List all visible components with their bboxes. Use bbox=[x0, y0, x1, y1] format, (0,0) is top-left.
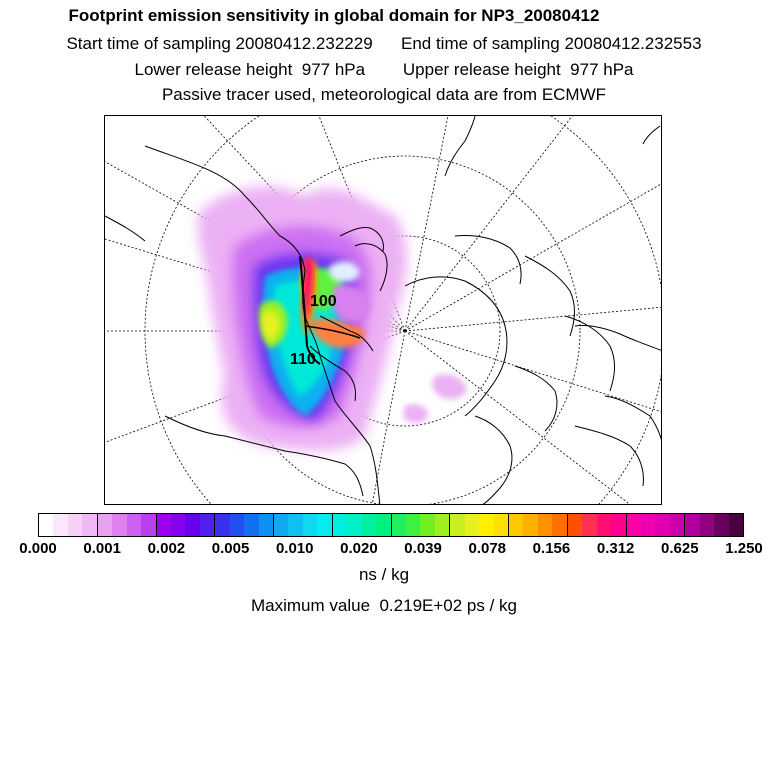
colorbar-swatch bbox=[597, 514, 611, 536]
colorbar-swatch bbox=[523, 514, 537, 536]
colorbar-swatch bbox=[700, 514, 714, 536]
colorbar-tick-label: 0.010 bbox=[275, 540, 314, 557]
colorbar-swatch bbox=[53, 514, 67, 536]
colorbar-swatch bbox=[568, 514, 582, 536]
colorbar-swatch bbox=[274, 514, 288, 536]
release-height-line: Lower release height 977 hPa Upper release height 977 hPa bbox=[134, 60, 634, 79]
tracer-info-line: Passive tracer used, meteorological data are from ECMWF bbox=[161, 85, 607, 104]
maximum-value-label: Maximum value 0.219E+02 ps / kg bbox=[251, 596, 517, 615]
colorbar bbox=[38, 513, 744, 537]
colorbar-swatch bbox=[200, 514, 215, 536]
colorbar-swatch bbox=[215, 514, 229, 536]
colorbar-tick-label: 0.020 bbox=[340, 540, 378, 557]
colorbar-swatch bbox=[68, 514, 82, 536]
contour-label-lower: 110 bbox=[290, 351, 316, 368]
colorbar-swatch bbox=[392, 514, 406, 536]
colorbar-swatch bbox=[627, 514, 641, 536]
colorbar-swatch bbox=[98, 514, 112, 536]
colorbar-swatch bbox=[230, 514, 244, 536]
colorbar-swatch bbox=[303, 514, 317, 536]
colorbar-swatch bbox=[185, 514, 199, 536]
colorbar-swatch bbox=[435, 514, 450, 536]
colorbar-swatch bbox=[611, 514, 626, 536]
sampling-time-line: Start time of sampling 20080412.232229 End time of sampling 20080412.232553 bbox=[66, 34, 702, 53]
colorbar-swatch bbox=[112, 514, 126, 536]
colorbar-swatch bbox=[465, 514, 479, 536]
colorbar-unit-label: ns / kg bbox=[358, 565, 410, 584]
colorbar-swatch bbox=[157, 514, 171, 536]
colorbar-swatch bbox=[420, 514, 434, 536]
colorbar-swatch bbox=[494, 514, 509, 536]
colorbar-swatch bbox=[376, 514, 391, 536]
footprint-map bbox=[104, 115, 662, 505]
colorbar-tick-label: 0.625 bbox=[661, 540, 699, 557]
colorbar-tick-label: 0.312 bbox=[596, 540, 635, 557]
colorbar-swatch bbox=[39, 514, 53, 536]
colorbar-tick-label: 0.001 bbox=[83, 540, 121, 557]
colorbar-swatch bbox=[347, 514, 361, 536]
colorbar-swatch bbox=[641, 514, 655, 536]
colorbar-swatch bbox=[509, 514, 523, 536]
colorbar-swatch bbox=[582, 514, 596, 536]
colorbar-tick-label: 0.156 bbox=[532, 540, 571, 557]
colorbar-swatch bbox=[82, 514, 97, 536]
colorbar-swatch bbox=[670, 514, 685, 536]
colorbar-swatch bbox=[244, 514, 258, 536]
colorbar-swatch bbox=[317, 514, 332, 536]
colorbar-tick-label: 0.078 bbox=[468, 540, 507, 557]
map-canvas bbox=[105, 116, 662, 505]
colorbar-swatch bbox=[406, 514, 420, 536]
colorbar-swatch bbox=[127, 514, 141, 536]
colorbar-swatch bbox=[655, 514, 669, 536]
colorbar-swatch bbox=[450, 514, 464, 536]
colorbar-swatch bbox=[685, 514, 699, 536]
colorbar-swatch bbox=[362, 514, 376, 536]
plot-title: Footprint emission sensitivity in global domain for NP3_20080412 bbox=[68, 6, 600, 25]
colorbar-swatch bbox=[538, 514, 552, 536]
colorbar-tick-label: 0.002 bbox=[147, 540, 186, 557]
colorbar-swatch bbox=[259, 514, 274, 536]
colorbar-tick-label: 0.039 bbox=[404, 540, 442, 557]
colorbar-tick-label: 1.250 bbox=[725, 540, 763, 557]
colorbar-swatch bbox=[333, 514, 347, 536]
colorbar-swatch bbox=[729, 514, 743, 536]
colorbar-swatch bbox=[714, 514, 728, 536]
colorbar-swatch bbox=[171, 514, 185, 536]
colorbar-swatch bbox=[288, 514, 302, 536]
colorbar-swatch bbox=[141, 514, 156, 536]
colorbar-tick-label: 0.000 bbox=[19, 540, 57, 557]
colorbar-tick-label: 0.005 bbox=[211, 540, 250, 557]
contour-label-upper: 100 bbox=[310, 293, 337, 310]
colorbar-swatch bbox=[479, 514, 493, 536]
colorbar-swatch bbox=[552, 514, 567, 536]
